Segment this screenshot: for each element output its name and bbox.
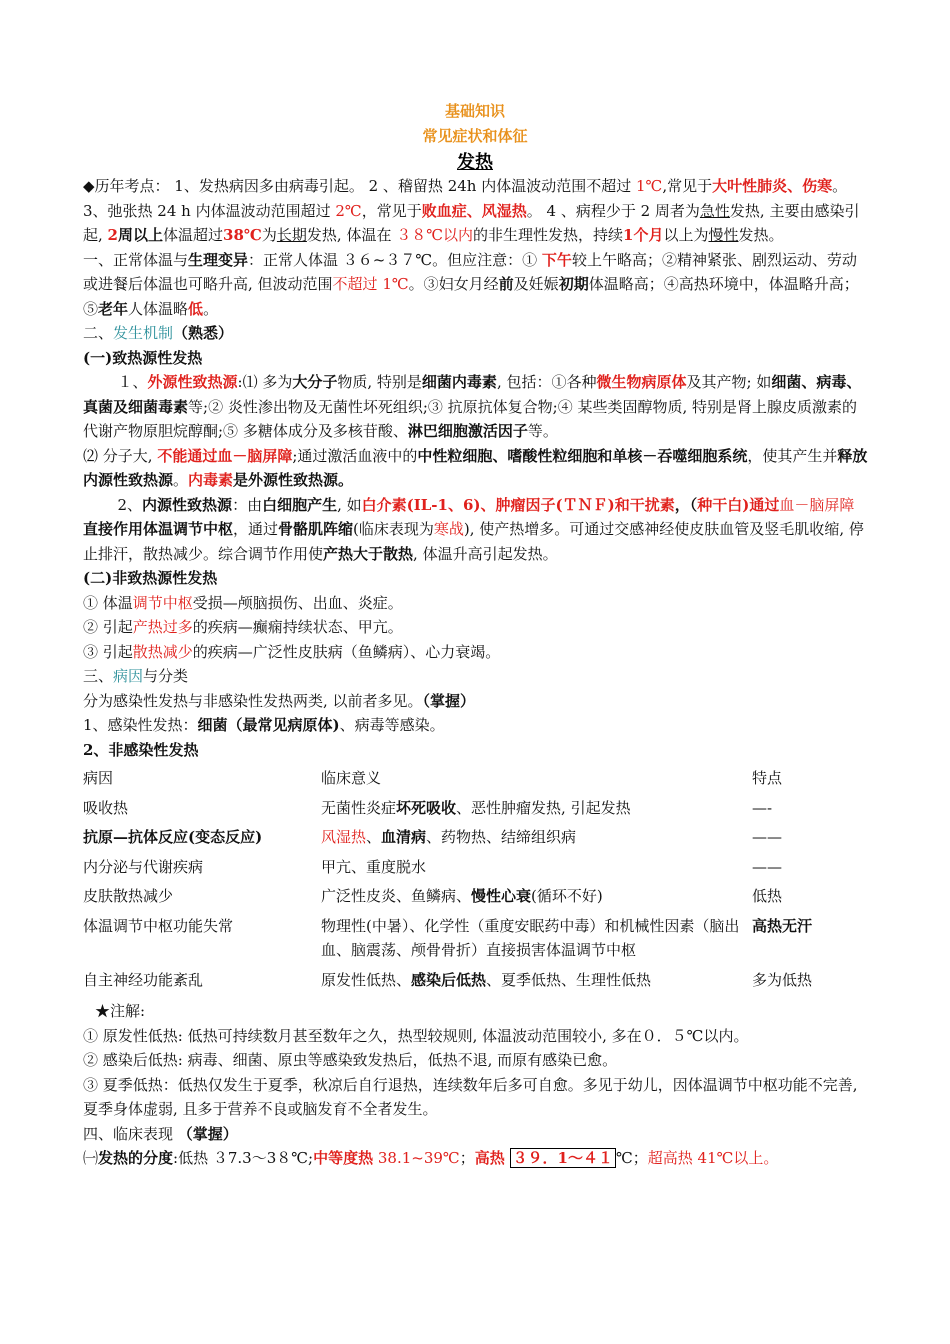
table-cell-feature: 高热无汗 [752, 916, 813, 935]
high-fever-range-box: ３９．1～４１ [510, 1148, 616, 1168]
fever-grading: ㈠发热的分度:低热 ３7.3～3８℃;中等度热 38.1~39℃；高热 ３９．1～４１ ℃；超高热 41℃以上。 [83, 1149, 779, 1167]
table-cell-meaning: 甲亢、重度脱水 [321, 857, 427, 876]
section2-heading: 二、发生机制（熟悉） [83, 324, 234, 342]
section3-noninfectious-fever: 2、非感染性发热 [83, 740, 199, 759]
table-cell-feature: —— [752, 828, 782, 846]
table-cell-feature: 多为低热 [752, 970, 813, 989]
note-2: ② 感染后低热: 病毒、细菌、原虫等感染致发热后，低热不退, 而原有感染已愈。 [83, 1051, 618, 1069]
table-cell-cause: 内分泌与代谢疾病 [83, 857, 204, 876]
table-header-row [83, 764, 868, 794]
table-header-cause: 病因 [83, 769, 114, 787]
non-pyrogen-item-2: ② 引起产热过多的疾病—癫痫持续状态、甲亢。 [83, 618, 403, 636]
title-basic-knowledge: 基础知识 [444, 102, 505, 120]
table-cell-cause: 皮肤散热减少 [83, 887, 174, 905]
section4-heading: 四、临床表现 （掌握） [83, 1124, 238, 1143]
document-content [83, 174, 868, 1171]
section3-infectious-fever: 1、感染性发热：细菌（最常见病原体)、病毒等感染。 [83, 716, 445, 734]
table-row [83, 823, 868, 853]
title-fever: 发热 [457, 152, 493, 173]
table-cell-feature: 低热 [752, 887, 783, 905]
table-row [83, 966, 868, 996]
title-common-symptoms: 常见症状和体征 [422, 127, 528, 145]
table-cell-cause: 体温调节中枢功能失常 [83, 916, 234, 935]
table-row [83, 882, 868, 912]
notes-title: ★注解: [95, 1002, 146, 1020]
exogenous-pyrogen-paragraph: １、外源性致热源:⑴ 多为大分子物质, 特别是细菌内毒素, 包括：①各种微生物病原体及其产物; 如细菌、病毒、真菌及细菌毒素等;② 炎性渗出物及无菌性坏死组织;③ 抗原抗体复合物;④ 某些类固醇物质, 特别是肾上腺皮质激素的代谢产物原胆烷醇酮;⑤ 多糖体成分及多核苷酸、淋巴细胞激活因子等。 [83, 373, 862, 440]
table-row [83, 794, 868, 824]
table-cell-meaning: 物理性(中暑）、化学性（重度安眠药中毒）和机械性因素（脑出血、脑震荡、颅骨骨折）直接损害体温调节中枢 [321, 916, 740, 959]
table-cell-meaning: 无菌性炎症坏死吸收、恶性肿瘤发热, 引起发热 [321, 798, 631, 817]
note-3: ③ 夏季低热：低热仅发生于夏季，秋凉后自行退热，连续数年后多可自愈。多见于幼儿，因体温调节中枢功能不完善, 夏季身体虚弱, 且多于营养不良或脑发育不全者发生。 [83, 1075, 858, 1118]
table-cell-meaning: 广泛性皮炎、鱼鳞病、慢性心衰(循环不好) [321, 887, 603, 905]
section2-sub1-heading: (一)致热源性发热 [83, 348, 203, 367]
endogenous-pyrogen-paragraph: 2、内源性致热源：由白细胞产生, 如白介素(IL-1、6)、肿瘤因子(ＴＮＦ)和干扰素，（种干白)通过血－脑屏障直接作用体温调节中枢，通过骨骼肌阵缩(临床表现为寒战), 使产热增多。可通过交感神经使皮肤血管及竖毛肌收缩, 停止排汗，散热减少。综合调节作用使产热大于散热, 体温升高引起发热。 [83, 495, 864, 563]
table-header-meaning: 临床意义 [321, 769, 382, 787]
table-cell-meaning: 风湿热、血清病、药物热、结缔组织病 [321, 828, 577, 846]
section1-normal-temperature: 一、正常体温与生理变异：正常人体温 ３６~３７℃。但应注意：① 下午较上午略高；②精神紧张、剧烈运动、劳动或进餐后体温也可略升高, 但波动范围不超过 1℃。③妇女月经前及妊娠初期体温略高；④高热环境中，体温略升高；⑤老年人体温略低。 [83, 250, 859, 318]
non-pyrogen-item-3: ③ 引起散热减少的疾病—广泛性皮肤病（鱼鳞病）、心力衰竭。 [83, 642, 501, 661]
noninfectious-fever-table [83, 764, 868, 995]
table-cell-meaning: 原发性低热、感染后低热、夏季低热、生理性低热 [321, 970, 652, 989]
table-row [83, 853, 868, 883]
table-cell-cause: 自主神经功能紊乱 [83, 970, 204, 989]
exogenous-pyrogen-paragraph-2: ⑵ 分子大, 不能通过血－脑屏障;通过激活血液中的中性粒细胞、嗜酸性粒细胞和单核－吞噬细胞系统，使其产生并释放内源性致热源。内毒素是外源性致热源。 [83, 446, 868, 489]
table-header-feature: 特点 [752, 769, 783, 787]
table-cell-cause: 抗原—抗体反应(变态反应) [83, 828, 263, 846]
exam-points-paragraph: ◆历年考点： 1、发热病因多由病毒引起。 2 、稽留热 24h 内体温波动范围不超过 1℃,常见于大叶性肺炎、伤寒。3、弛张热 24 h 内体温波动范围超过 2℃，常见于败血症、风湿热。 4 、病程少于 2 周者为急性发热, 主要由感染引起, 2周以上体温超过38℃为长期发热, 体温在 ３８℃以内的非生理性发热，持续1个月以上为慢性发热。 [83, 177, 860, 244]
note-1: ① 原发性低热: 低热可持续数月甚至数年之久，热型较规则, 体温波动范围较小, 多在０．５℃以内。 [83, 1026, 749, 1045]
section2-sub2-heading: (二)非致热源性发热 [83, 569, 218, 587]
table-cell-cause: 吸收热 [83, 798, 129, 817]
table-cell-feature: —— [752, 857, 782, 876]
section3-classification: 分为感染性发热与非感染性发热两类, 以前者多见。（掌握） [83, 691, 476, 710]
table-cell-feature: —- [752, 798, 773, 817]
table-row [83, 912, 868, 966]
section3-heading: 三、病因与分类 [83, 667, 189, 685]
non-pyrogen-item-1: ① 体温调节中枢受损—颅脑损伤、出血、炎症。 [83, 593, 403, 612]
